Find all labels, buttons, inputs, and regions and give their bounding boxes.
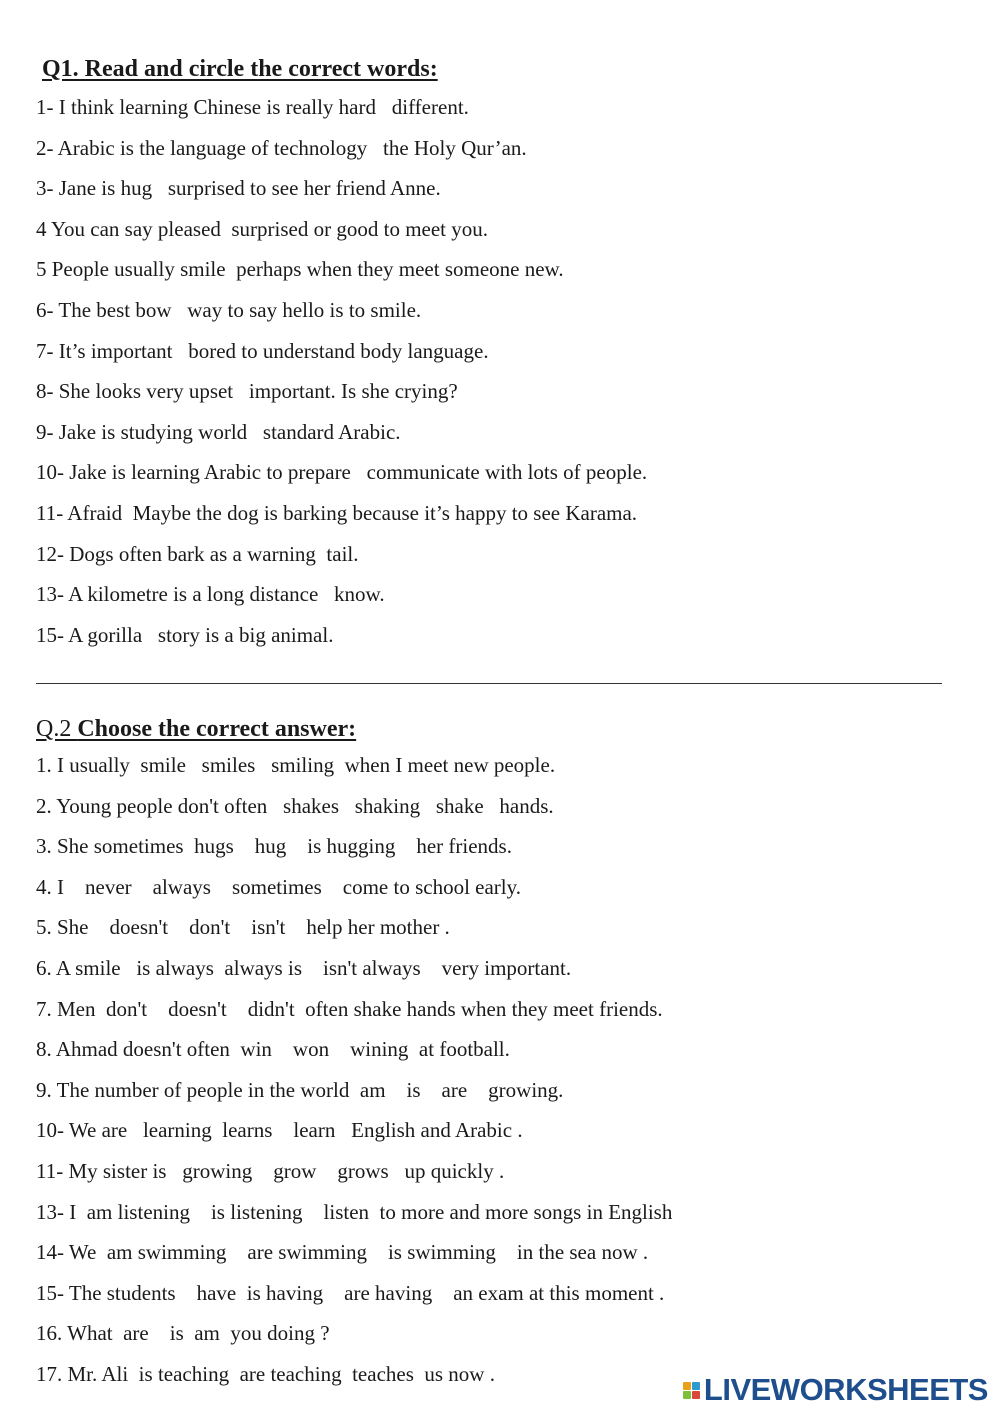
q2-item: 13- I am listening is listening listen to more and more songs in English [36,1199,673,1224]
q1-item: 11- Afraid Maybe the dog is barking because it’s happy to see Karama. [36,500,638,525]
q2-item: 15- The students have is having are having an exam at this moment . [36,1280,665,1305]
q2-item: 2. Young people don't often shakes shaking shake hands. [36,793,554,818]
q2-item: 7. Men don't doesn't didn't often shake hands when they meet friends. [36,996,663,1021]
logo-text: LIVEWORKSHEETS [703,1372,988,1407]
q2-heading [36,716,356,743]
q1-item: 6- The best bow way to say hello is to smile. [36,297,422,322]
q1-item: 15- A gorilla story is a big animal. [36,622,334,647]
q2-item: 16. What are is am you doing ? [36,1321,330,1346]
logo-mark-square [692,1382,700,1390]
q2-item: 14- We am swimming are swimming is swimming in the sea now . [36,1240,649,1265]
q1-item: 7- It’s important bored to understand body language. [36,338,489,363]
q1-heading: Q1. Read and circle the correct words: [42,56,438,82]
liveworksheets-logo[interactable] [683,1372,988,1408]
logo-mark-square [692,1391,700,1399]
logo-mark-square [683,1391,691,1399]
q1-item: 8- She looks very upset important. Is she crying? [36,379,458,404]
section-divider [36,683,942,684]
q2-item: 11- My sister is growing grow grows up quickly . [36,1158,505,1183]
q1-item: 13- A kilometre is a long distance know. [36,582,385,607]
q1-item: 9- Jake is studying world standard Arabic. [36,419,401,444]
q2-item: 9. The number of people in the world am is are growing. [36,1077,564,1102]
q2-item: 4. I never always sometimes come to school early. [36,874,522,899]
q2-heading-title: Choose the correct answer: [77,716,357,742]
q2-heading-prefix: Q.2 [36,716,78,742]
q2-item: 17. Mr. Ali is teaching are teaching teaches us now . [36,1361,495,1386]
q1-item: 4 You can say pleased surprised or good to meet you. [36,216,489,241]
q2-item: 1. I usually smile smiles smiling when I meet new people. [36,753,556,777]
q1-item: 1- I think learning Chinese is really hard different. [36,95,469,119]
liveworksheets-logo-icon [683,1382,700,1399]
q1-item: 2- Arabic is the language of technology the Holy Qur’an. [36,135,527,160]
q1-list [36,93,647,661]
q2-item: 8. Ahmad doesn't often win won wining at football. [36,1037,510,1062]
q2-list [36,751,672,1401]
q1-item: 3- Jane is hug surprised to see her friend Anne. [36,176,441,201]
q2-item: 3. She sometimes hugs hug is hugging her friends. [36,834,512,859]
logo-mark-square [683,1382,691,1390]
q1-item: 10- Jake is learning Arabic to prepare communicate with lots of people. [36,460,648,485]
q2-item: 10- We are learning learns learn English and Arabic . [36,1118,523,1143]
q2-item: 5. She doesn't don't isn't help her mother . [36,915,450,940]
q1-item: 12- Dogs often bark as a warning tail. [36,541,359,566]
q1-item: 5 People usually smile perhaps when they meet someone new. [36,257,564,282]
q2-item: 6. A smile is always always is isn't always very important. [36,955,572,980]
